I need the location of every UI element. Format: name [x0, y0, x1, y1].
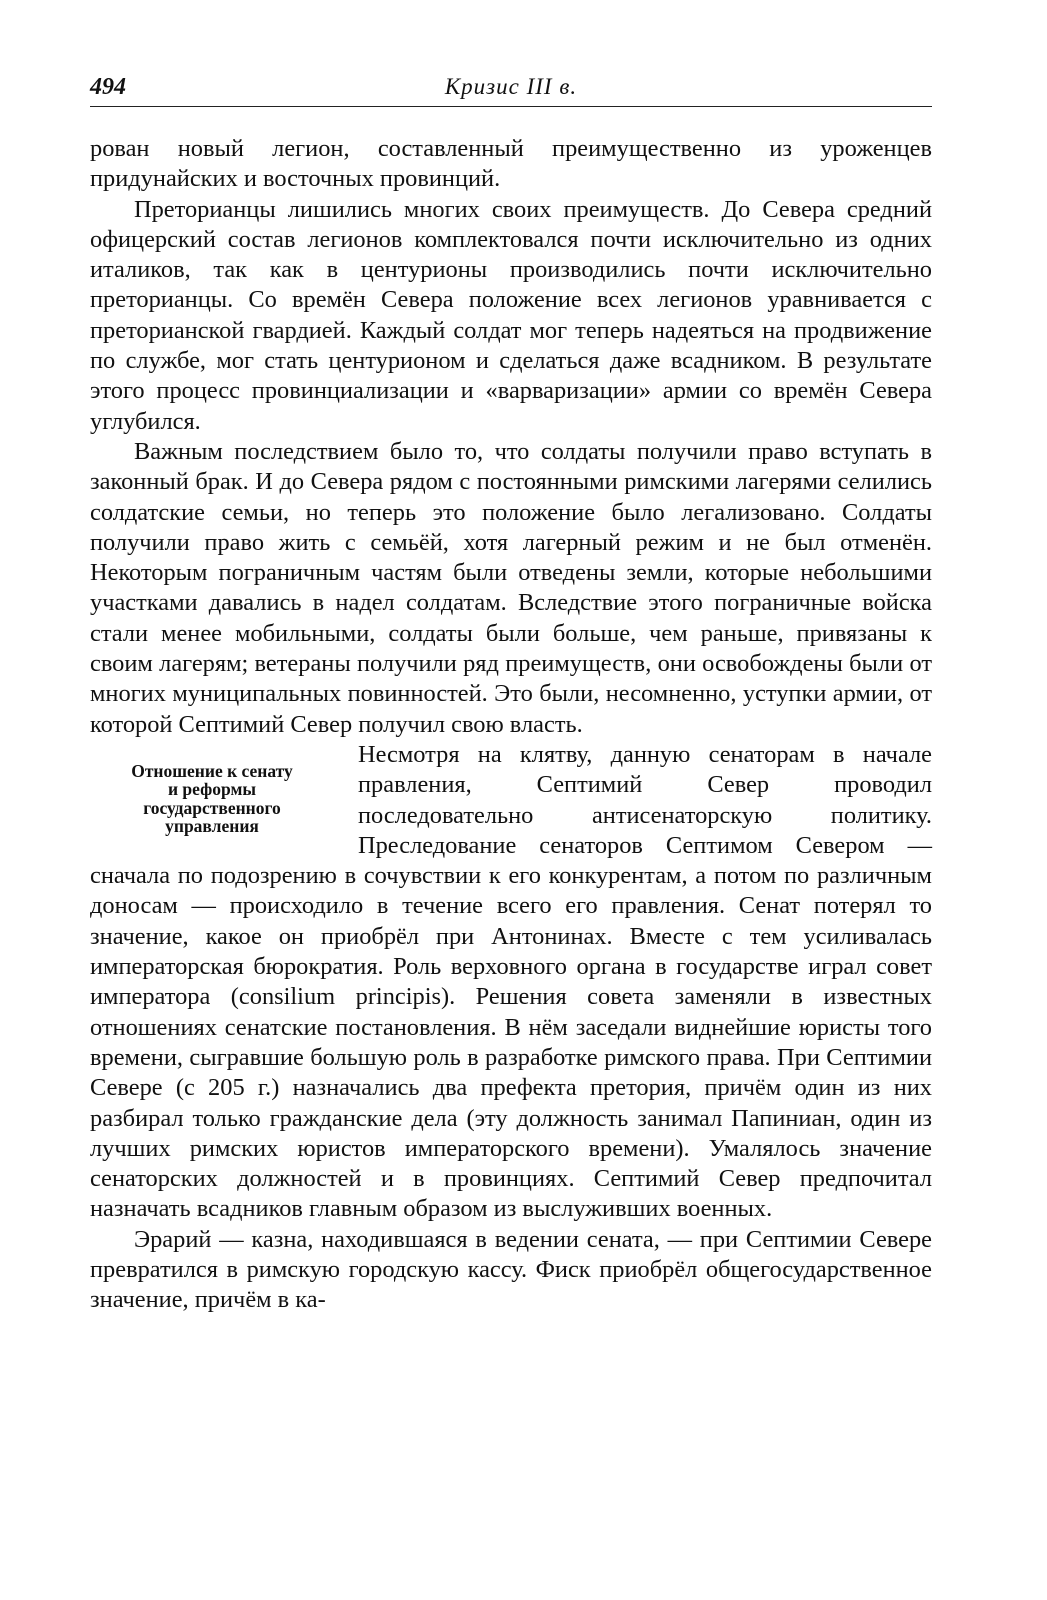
running-head: Кризис III в. — [444, 74, 578, 99]
body-text — [90, 134, 932, 1316]
page-number: 494 — [90, 74, 126, 100]
page-header — [90, 70, 932, 106]
margin-heading-line: Отношение к сенату — [131, 760, 293, 781]
paragraph: Несмотря на клятву, данную сенаторам в начале правления, Септимий Север проводил последовательно антисенаторскую политику. Преследование сенаторов Септимом Севером — сначала по подозрению в сочувствии к его конкурентам, а потом по различным доносам — происходило в течение всего его правления. Сенат потерял то значение, какое он приобрёл при Антонинах. Вместе с тем усиливалась императорская бюрократия. Роль верховного органа в государстве играл совет императора (consilium principis). Решения совета заменяли в известных отношениях сенатские постановления. В нём заседали виднейшие юристы того времени, сыгравшие большую роль в разработке римского права. При Септимии Севере (с 205 г.) назначались два префекта претория, причём один из них разбирал только гражданские дела (эту должность занимал Папиниан, один из лучших римских юристов императорского времени). Умалялось значение сенаторских должностей и в провинциях. Септимий Север предпочитал назначать всадников главным образом из выслуживших военных. — [90, 740, 932, 1223]
margin-heading — [90, 762, 334, 836]
paragraph: Преторианцы лишились многих своих преимуществ. До Севера средний офицерский состав легионов комплектовался почти исключительно из одних италиков, так как в центурионы производились почти исключительно преторианцы. Со времён Севера положение всех легионов уравнивается с преторианской гвардией. Каждый солдат мог теперь надеяться на продвижение по службе, мог стать центурионом и сделаться даже всадником. В результате этого процесс провинциализации и «варваризации» армии со времён Севера углубился. — [90, 195, 932, 435]
paragraph: Эрарий — казна, находившаяся в ведении сената, — при Септимии Севере превратился в римскую городскую кассу. Фиск приобрёл общегосударственное значение, причём в ка- — [90, 1225, 932, 1314]
paragraph: рован новый легион, составленный преимущественно из уроженцев придунайских и восточных провинций. — [90, 135, 932, 193]
header-rule — [90, 106, 932, 107]
margin-heading-line: управления — [165, 816, 259, 837]
paragraph: Важным последствием было то, что солдаты получили право вступать в законный брак. И до Севера рядом с постоянными римскими лагерями селились солдатские семьи, но теперь это положение было легализовано. Солдаты получили право жить с семьёй, хотя лагерный режим и не был отменён. Некоторым пограничным частям были отведены земли, которые небольшими участками давались в надел солдатам. Вследствие этого пограничные войска стали менее мобильными, солдаты были больше, чем раньше, привязаны к своим лагерям; ветераны получили ряд преимуществ, они освобождены были от многих муниципальных повинностей. Это были, несомненно, уступки армии, от которой Септимий Север получил свою власть. — [90, 437, 932, 738]
margin-heading-line: государственного — [143, 797, 281, 818]
margin-heading-line: и реформы — [167, 779, 257, 800]
book-page — [90, 70, 932, 1316]
